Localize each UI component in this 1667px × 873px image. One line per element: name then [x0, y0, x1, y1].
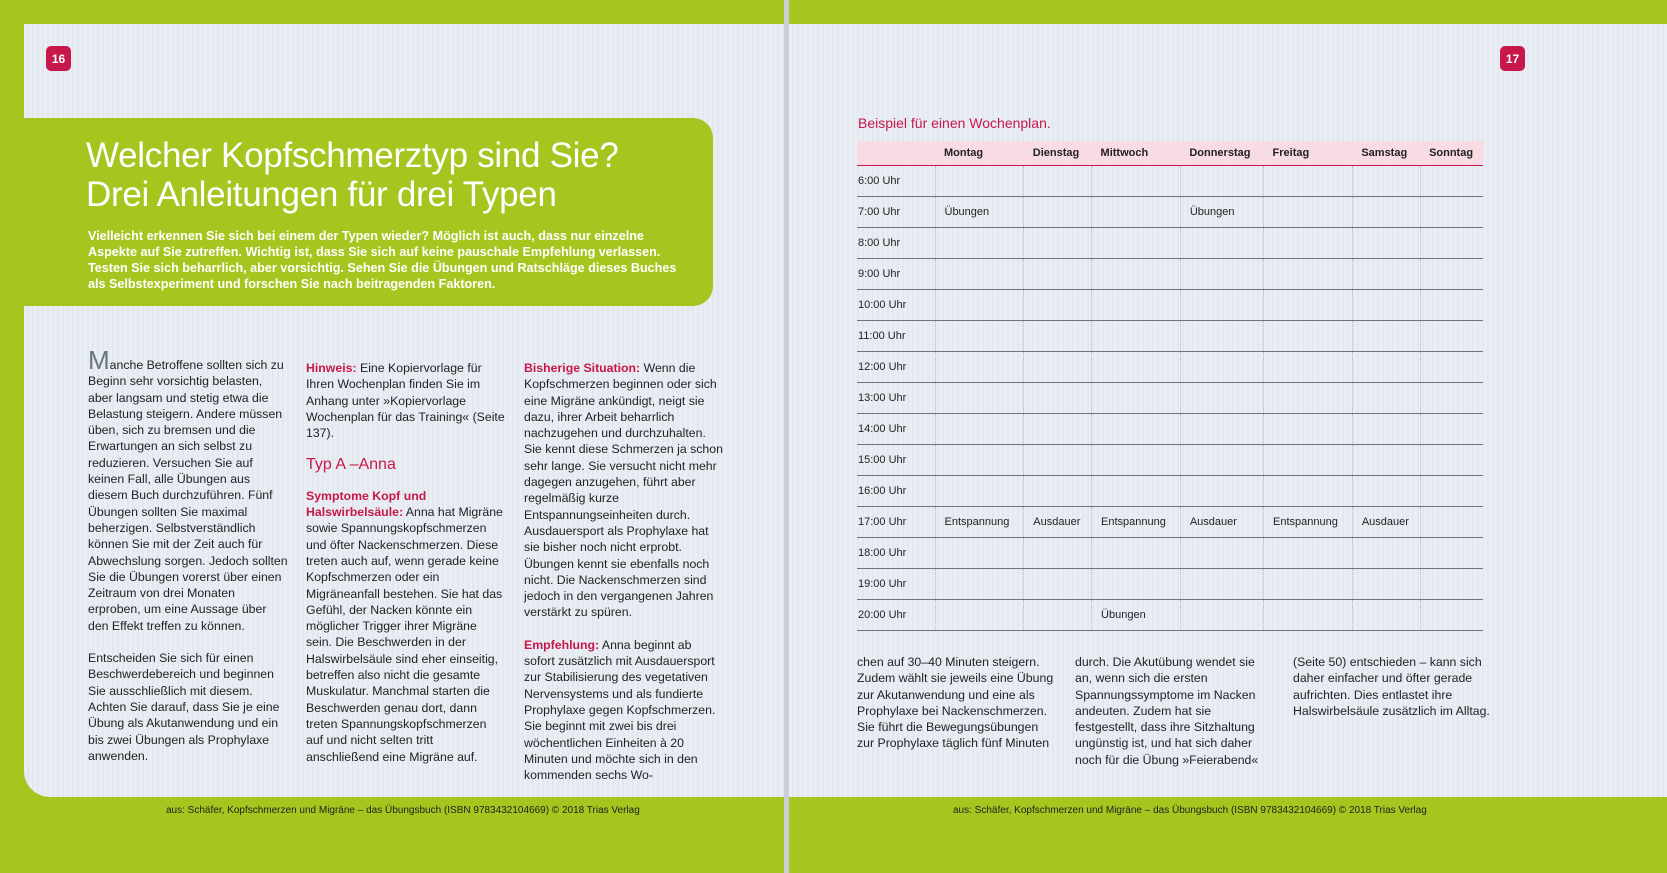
- plan-cell: [935, 475, 1024, 506]
- plan-cell: [1352, 444, 1420, 475]
- time-label: 15:00 Uhr: [857, 444, 935, 475]
- day-header: Sonntag: [1420, 141, 1483, 165]
- time-label: 12:00 Uhr: [857, 351, 935, 382]
- time-label: 9:00 Uhr: [857, 258, 935, 289]
- plan-cell: [1024, 320, 1092, 351]
- day-header: Freitag: [1264, 141, 1353, 165]
- page-number-left: 16: [46, 46, 71, 71]
- plan-cell: [1420, 227, 1483, 258]
- right-column-3: (Seite 50) entschieden – kann sich daher einfacher und öfter gerade aufrichten. Dies entlastet ihre Halswirbelsäule zusätzlich im Alltag.: [1293, 655, 1490, 718]
- plan-cell: [935, 568, 1024, 599]
- table-row: [857, 537, 1483, 568]
- plan-cell: [1420, 196, 1483, 227]
- plan-cell: [1092, 413, 1181, 444]
- column-3: [524, 360, 724, 799]
- plan-cell: [1092, 475, 1181, 506]
- plan-cell: [1180, 165, 1263, 196]
- plan-cell: Übungen: [1092, 599, 1181, 630]
- day-header: Samstag: [1352, 141, 1420, 165]
- page-title: [86, 136, 619, 214]
- table-row: [857, 413, 1483, 444]
- time-label: 8:00 Uhr: [857, 227, 935, 258]
- plan-cell: [1264, 537, 1353, 568]
- footer-right: aus: Schäfer, Kopfschmerzen und Migräne – das Übungsbuch (ISBN 9783432104669) © 2018 Trias Verlag: [953, 805, 1427, 816]
- plan-cell: [1264, 382, 1353, 413]
- plan-cell: [1420, 413, 1483, 444]
- plan-cell: Ausdauer: [1024, 506, 1092, 537]
- plan-cell: [935, 444, 1024, 475]
- paragraph: Entscheiden Sie sich für einen Beschwerdebereich und beginnen Sie ausschließlich mit diesem. Achten Sie darauf, dass Sie je eine Übung als Akutanwendung und ein bis zwei Übungen als Prophylaxe anwenden.: [88, 651, 280, 763]
- plan-cell: Übungen: [1180, 196, 1263, 227]
- plan-cell: [1092, 568, 1181, 599]
- table-row: [857, 382, 1483, 413]
- plan-cell: Entspannung: [1264, 506, 1353, 537]
- time-label: 14:00 Uhr: [857, 413, 935, 444]
- plan-cell: [1264, 289, 1353, 320]
- table-row: [857, 289, 1483, 320]
- title-box: [24, 118, 713, 306]
- plan-cell: [1180, 475, 1263, 506]
- plan-cell: [1420, 444, 1483, 475]
- time-label: 18:00 Uhr: [857, 537, 935, 568]
- section-heading: Typ A –Anna: [306, 456, 396, 474]
- column-1: [88, 345, 288, 780]
- day-header: Montag: [935, 141, 1024, 165]
- plan-cell: [935, 413, 1024, 444]
- table-row: [857, 444, 1483, 475]
- plan-cell: [1352, 289, 1420, 320]
- plan-cell: [935, 289, 1024, 320]
- plan-cell: [1352, 165, 1420, 196]
- day-header: [857, 141, 935, 165]
- plan-cell: [1352, 568, 1420, 599]
- plan-cell: [1264, 227, 1353, 258]
- book-gutter: [784, 0, 789, 873]
- plan-cell: [1264, 196, 1353, 227]
- plan-cell: [1352, 227, 1420, 258]
- plan-cell: Ausdauer: [1352, 506, 1420, 537]
- title-line-2: Drei Anleitungen für drei Typen: [86, 175, 557, 214]
- time-label: 19:00 Uhr: [857, 568, 935, 599]
- table-row: [857, 599, 1483, 630]
- plan-cell: [1024, 289, 1092, 320]
- plan-cell: [1352, 196, 1420, 227]
- table-caption: Beispiel für einen Wochenplan.: [858, 115, 1051, 131]
- plan-cell: [1092, 444, 1181, 475]
- plan-cell: [1264, 320, 1353, 351]
- day-header: Mittwoch: [1092, 141, 1181, 165]
- plan-cell: [1180, 444, 1263, 475]
- table-row: [857, 320, 1483, 351]
- table-row: [857, 351, 1483, 382]
- plan-cell: [935, 537, 1024, 568]
- plan-cell: [935, 351, 1024, 382]
- plan-cell: [1024, 599, 1092, 630]
- plan-cell: [1352, 320, 1420, 351]
- situation-label: Bisherige Situation:: [524, 361, 641, 375]
- plan-cell: [1180, 258, 1263, 289]
- plan-cell: [1024, 165, 1092, 196]
- plan-cell: [1024, 537, 1092, 568]
- footer-left: aus: Schäfer, Kopfschmerzen und Migräne – das Übungsbuch (ISBN 9783432104669) © 2018 Trias Verlag: [166, 805, 640, 816]
- plan-cell: [1420, 289, 1483, 320]
- plan-cell: [1092, 382, 1181, 413]
- plan-cell: [1420, 165, 1483, 196]
- intro-text: Vielleicht erkennen Sie sich bei einem der Typen wieder? Möglich ist auch, dass nur einzelne Aspekte auf Sie zutreffen. Wichtig ist, dass Sie sich auf keine pauschale Empfehlung verlassen. Testen Sie sich beharrlich, aber vorsichtig. Sehen Sie die Übungen und Ratschläge dieses Buches als Selbstexperiment und forschen Sie nach beitragenden Faktoren.: [88, 229, 677, 291]
- table-row: [857, 475, 1483, 506]
- column-2: [306, 360, 506, 781]
- plan-cell: [935, 227, 1024, 258]
- table-row: [857, 568, 1483, 599]
- symptoms-label: Symptome Kopf und Halswirbelsäule:: [306, 488, 427, 520]
- plan-cell: Entspannung: [1092, 506, 1181, 537]
- plan-cell: [1092, 227, 1181, 258]
- paragraph: anche Betroffene sollten sich zu Beginn sehr vorsichtig belasten, aber langsam und stetig etwa die Belastung steigern. Andere müssen üben, sich zu bremsen und die Erwartungen an sich selbst zu reduzieren. Versuchen Sie auf keinen Fall, alle Übungen aus diesem Buch durchzuführen. Fünf Übungen sollten Sie maximal beherzigen. Selbstverständlich können Sie mit der Zeit auch für Abwechslung sorgen. Jedoch sollten Sie die Übungen vorerst über einen Zeitraum von drei Monaten erproben, um eine Aussage über den Effekt treffen zu können.: [88, 358, 288, 633]
- plan-cell: [1420, 599, 1483, 630]
- plan-cell: [1264, 413, 1353, 444]
- plan-cell: [1092, 196, 1181, 227]
- plan-cell: [935, 258, 1024, 289]
- time-label: 17:00 Uhr: [857, 506, 935, 537]
- table-row: [857, 258, 1483, 289]
- plan-cell: [1092, 537, 1181, 568]
- plan-cell: [935, 599, 1024, 630]
- plan-cell: [1180, 568, 1263, 599]
- time-label: 16:00 Uhr: [857, 475, 935, 506]
- symptoms-text: Anna hat Migräne sowie Spannungskopfschmerzen und öfter Nackenschmerzen. Diese treten auch auf, wenn gerade keine Kopfschmerzen oder ein Migräneanfall bestehen. Sie hat das Gefühl, der Nacken könnte ein möglicher Trigger ihrer Migräne sein. Die Beschwerden in der Halswirbelsäule sind eher einseitig, betreffen also nicht die gesamte Muskulatur. Manchmal starten die Beschwerden genau dort, dann treten Spannungskopfschmerzen auf und nicht selten tritt anschließend eine Migräne auf.: [306, 505, 503, 764]
- dropcap: M: [88, 345, 110, 375]
- time-label: 10:00 Uhr: [857, 289, 935, 320]
- time-label: 7:00 Uhr: [857, 196, 935, 227]
- plan-cell: [1024, 382, 1092, 413]
- plan-cell: [1420, 475, 1483, 506]
- plan-cell: [1352, 382, 1420, 413]
- right-column-2: durch. Die Akutübung wendet sie an, wenn sich die ersten Spannungssymptome im Nacken andeuten. Zudem hat sie festgestellt, dass ihre Sitzhaltung ungünstig ist, und hat sich daher noch für die Übung »Feierabend«: [1075, 655, 1259, 767]
- plan-cell: [1092, 289, 1181, 320]
- plan-cell: [1420, 506, 1483, 537]
- plan-cell: Übungen: [935, 196, 1024, 227]
- recommendation-text: Anna beginnt ab sofort zusätzlich mit Ausdauersport zur Stabilisierung des vegetativen Nervensystems und als fundierte Prophylaxe gegen Kopfschmerzen. Sie beginnt mit zwei bis drei wöchentlichen Einheiten à 20 Minuten und möchte sich in den kommenden sechs Wo-: [524, 637, 716, 783]
- weekly-plan-table: [857, 141, 1483, 631]
- situation-text: Wenn die Kopfschmerzen beginnen oder sich eine Migräne ankündigt, neigt sie dazu, ihrer Arbeit beharrlich nachzugehen und durchzuhalten. Sie kennt diese Schmerzen ja schon sehr lange. Sie versucht nicht mehr dagegen anzugehen, führt aber regelmäßig kurze Entspannungseinheiten durch. Ausdauersport als Prophylaxe hat sie bisher noch nicht erprobt. Übungen kennt sie ebenfalls noch nicht. Die Nackenschmerzen sind jedoch in den vergangenen Jahren verstärkt zu spüren.: [524, 361, 723, 620]
- plan-cell: Ausdauer: [1180, 506, 1263, 537]
- right-column-1: chen auf 30–40 Minuten steigern. Zudem wählt sie jeweils eine Übung zur Akutanwendung und eine als Prophylaxe bei Nackenschmerzen. Sie führt die Bewegungsübungen zur Prophylaxe täglich fünf Minuten: [857, 655, 1054, 751]
- hint-label: Hinweis:: [306, 361, 357, 375]
- plan-cell: [1264, 351, 1353, 382]
- plan-cell: [1092, 258, 1181, 289]
- plan-cell: [1024, 475, 1092, 506]
- plan-cell: [1352, 351, 1420, 382]
- page-number-right: 17: [1500, 46, 1525, 71]
- plan-cell: [1352, 475, 1420, 506]
- plan-cell: [1420, 320, 1483, 351]
- time-label: 20:00 Uhr: [857, 599, 935, 630]
- plan-cell: [1180, 227, 1263, 258]
- plan-cell: [1024, 351, 1092, 382]
- plan-cell: [1180, 413, 1263, 444]
- plan-cell: [1420, 537, 1483, 568]
- time-label: 13:00 Uhr: [857, 382, 935, 413]
- title-line-1: Welcher Kopfschmerztyp sind Sie?: [86, 136, 619, 175]
- plan-cell: [1180, 320, 1263, 351]
- plan-cell: [1180, 351, 1263, 382]
- day-header: Donnerstag: [1180, 141, 1263, 165]
- plan-cell: [1024, 227, 1092, 258]
- plan-cell: [1092, 320, 1181, 351]
- plan-cell: [1024, 413, 1092, 444]
- recommendation-label: Empfehlung:: [524, 637, 600, 652]
- plan-cell: [1092, 351, 1181, 382]
- time-label: 11:00 Uhr: [857, 320, 935, 351]
- plan-cell: [1024, 444, 1092, 475]
- plan-cell: [1264, 475, 1353, 506]
- plan-cell: [1352, 537, 1420, 568]
- plan-cell: [1352, 599, 1420, 630]
- plan-cell: [1180, 599, 1263, 630]
- plan-cell: [1352, 413, 1420, 444]
- hint-text: Eine Kopiervorlage für Ihren Wochenplan finden Sie im Anhang unter »Kopiervorlage Wochenplan für das Training« (Seite 137).: [306, 361, 505, 441]
- plan-cell: [1420, 382, 1483, 413]
- table-row: [857, 506, 1483, 537]
- plan-cell: Entspannung: [935, 506, 1024, 537]
- plan-cell: [935, 382, 1024, 413]
- plan-cell: [935, 165, 1024, 196]
- day-header: Dienstag: [1024, 141, 1092, 165]
- plan-cell: [935, 320, 1024, 351]
- time-label: 6:00 Uhr: [857, 165, 935, 196]
- plan-cell: [1024, 196, 1092, 227]
- plan-cell: [1092, 165, 1181, 196]
- plan-cell: [1352, 258, 1420, 289]
- plan-cell: [1180, 537, 1263, 568]
- plan-cell: [1180, 382, 1263, 413]
- plan-cell: [1264, 258, 1353, 289]
- plan-cell: [1264, 165, 1353, 196]
- table-row: [857, 196, 1483, 227]
- plan-cell: [1264, 599, 1353, 630]
- plan-cell: [1024, 258, 1092, 289]
- table-row: [857, 165, 1483, 196]
- plan-cell: [1420, 258, 1483, 289]
- plan-cell: [1264, 568, 1353, 599]
- table-row: [857, 227, 1483, 258]
- plan-cell: [1180, 289, 1263, 320]
- plan-cell: [1024, 568, 1092, 599]
- plan-cell: [1420, 351, 1483, 382]
- plan-cell: [1420, 568, 1483, 599]
- plan-cell: [1264, 444, 1353, 475]
